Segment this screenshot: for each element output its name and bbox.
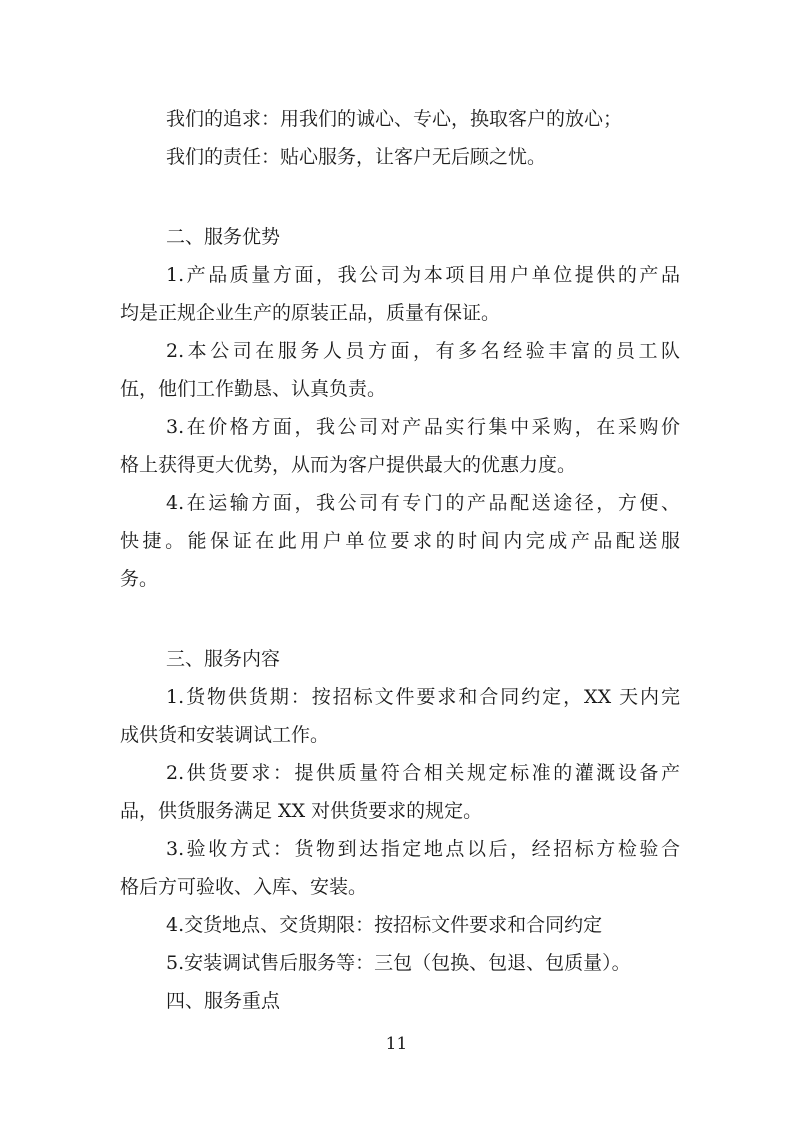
advantage-item-2-line-1: 2.本公司在服务人员方面，有多名经验丰富的员工队: [166, 340, 680, 362]
advantage-item-3-line-1: 3.在价格方面，我公司对产品实行集中采购，在采购价: [166, 416, 680, 438]
advantage-item-2-line-2: 伍，他们工作勤恳、认真负责。: [120, 378, 387, 400]
content-item-2-line-2: 品，供货服务满足 XX 对供货要求的规定。: [120, 800, 483, 822]
advantage-item-3-line-2: 格上获得更大优势，从而为客户提供最大的优惠力度。: [120, 454, 577, 476]
paragraph-responsibility: 我们的责任：贴心服务，让客户无后顾之忧。: [166, 146, 547, 168]
page-number: 11: [385, 1034, 408, 1054]
spacer: [120, 598, 680, 640]
advantage-item-1-line-1: 1.产品质量方面，我公司为本项目用户单位提供的产品: [166, 264, 680, 286]
advantage-item-4-line-2: 快捷。能保证在此用户单位要求的时间内完成产品配送服: [120, 530, 680, 552]
spacer: [120, 176, 680, 218]
page-content: [120, 100, 680, 1020]
advantage-item-4-line-1: 4.在运输方面，我公司有专门的产品配送途径，方便、: [166, 492, 680, 514]
content-item-5: 5.安装调试售后服务等：三包（包换、包退、包质量）。: [166, 952, 631, 974]
content-item-1-line-1: 1.货物供货期：按招标文件要求和合同约定，XX 天内完: [166, 686, 680, 708]
content-item-3-line-2: 格后方可验收、入库、安装。: [120, 876, 368, 898]
section-heading-key-points: 四、服务重点: [166, 990, 281, 1012]
section-heading-content: 三、服务内容: [166, 648, 281, 670]
advantage-item-4-line-3: 务。: [120, 568, 159, 590]
advantage-item-1-line-2: 均是正规企业生产的原装正品，质量有保证。: [120, 302, 501, 324]
content-item-1-line-2: 成供货和安装调试工作。: [120, 724, 330, 746]
content-item-2-line-1: 2.供货要求：提供质量符合相关规定标准的灌溉设备产: [166, 762, 680, 784]
content-item-4: 4.交货地点、交货期限：按招标文件要求和合同约定: [166, 914, 603, 936]
paragraph-pursuit: 我们的追求：用我们的诚心、专心，换取客户的放心；: [166, 108, 623, 130]
section-heading-advantages: 二、服务优势: [166, 226, 281, 248]
content-item-3-line-1: 3.验收方式：货物到达指定地点以后，经招标方检验合: [166, 838, 680, 860]
